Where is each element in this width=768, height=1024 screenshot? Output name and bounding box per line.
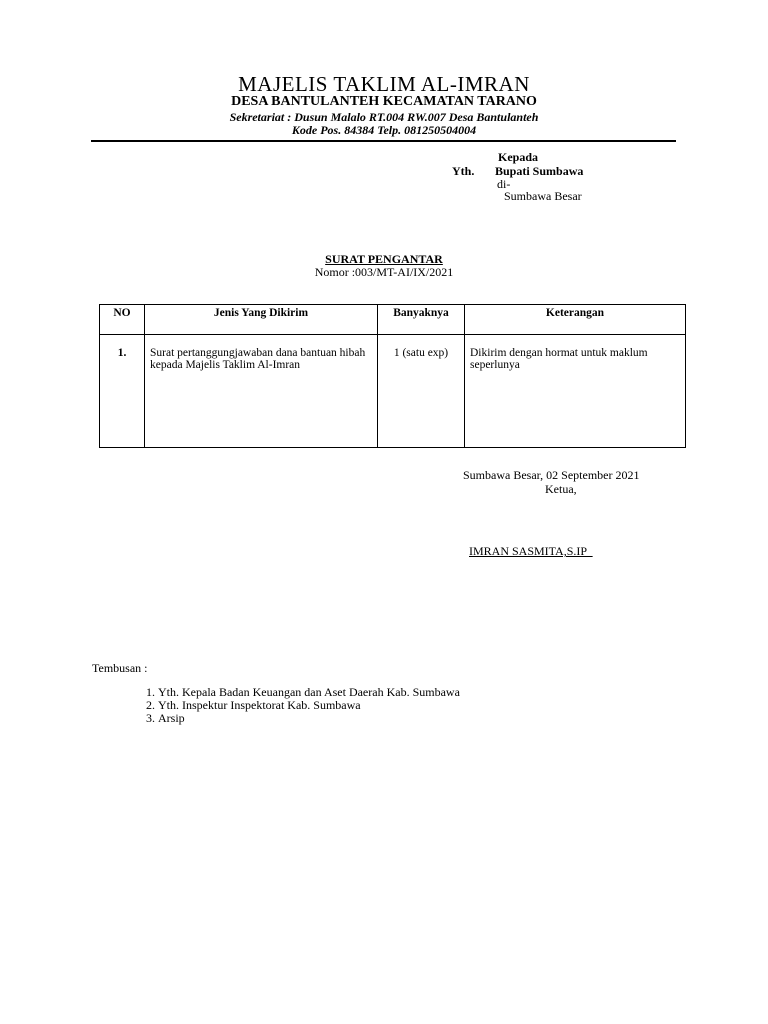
document-number: Nomor :003/MT-AI/IX/2021 [314,265,454,279]
header-keterangan: Keterangan [465,305,686,335]
cell-banyaknya: 1 (satu exp) [378,335,465,448]
cell-no: 1. [100,335,145,448]
organization-name: MAJELIS TAKLIM AL-IMRAN [238,72,530,96]
signature-place-date: Sumbawa Besar, 02 September 2021 [463,468,640,482]
cell-jenis: Surat pertanggungjawaban dana bantuan hibah kepada Majelis Taklim Al-Imran [145,335,378,448]
organization-subtitle: DESA BANTULANTEH KECAMATAN TARANO [231,94,537,109]
organization-contact: Kode Pos. 84384 Telp. 081250504004 [291,123,477,137]
list-item: 1. Yth. Kepala Badan Keuangan dan Aset Daerah Kab. Sumbawa [158,686,460,699]
table-row [100,335,686,448]
items-table [99,304,686,448]
header-jenis: Jenis Yang Dikirim [145,305,378,335]
list-item: 2. Yth. Inspektur Inspektorat Kab. Sumbawa [158,699,460,712]
organization-address: Sekretariat : Dusun Malalo RT.004 RW.007 Desa Bantulanteh [229,110,539,124]
table-header-row [100,305,686,335]
header-no: NO [100,305,145,335]
tembusan-list [92,686,460,725]
signature-role: Ketua, [545,482,577,496]
list-item: 3. Arsip [158,712,460,725]
recipient-yth: Yth. [452,164,475,178]
tembusan-label: Tembusan : [92,661,148,675]
letterhead-divider [91,140,676,142]
recipient-di: di- [497,177,511,191]
document-title-text: SURAT PENGANTAR [325,252,443,266]
recipient-kepada: Kepada [498,150,539,164]
signature-name: IMRAN SASMITA,S.IP [469,544,593,558]
recipient-name: Bupati Sumbawa [495,164,584,178]
recipient-place: Sumbawa Besar [504,189,582,203]
cell-keterangan: Dikirim dengan hormat untuk maklum seperlunya [465,335,686,448]
header-banyaknya: Banyaknya [378,305,465,335]
